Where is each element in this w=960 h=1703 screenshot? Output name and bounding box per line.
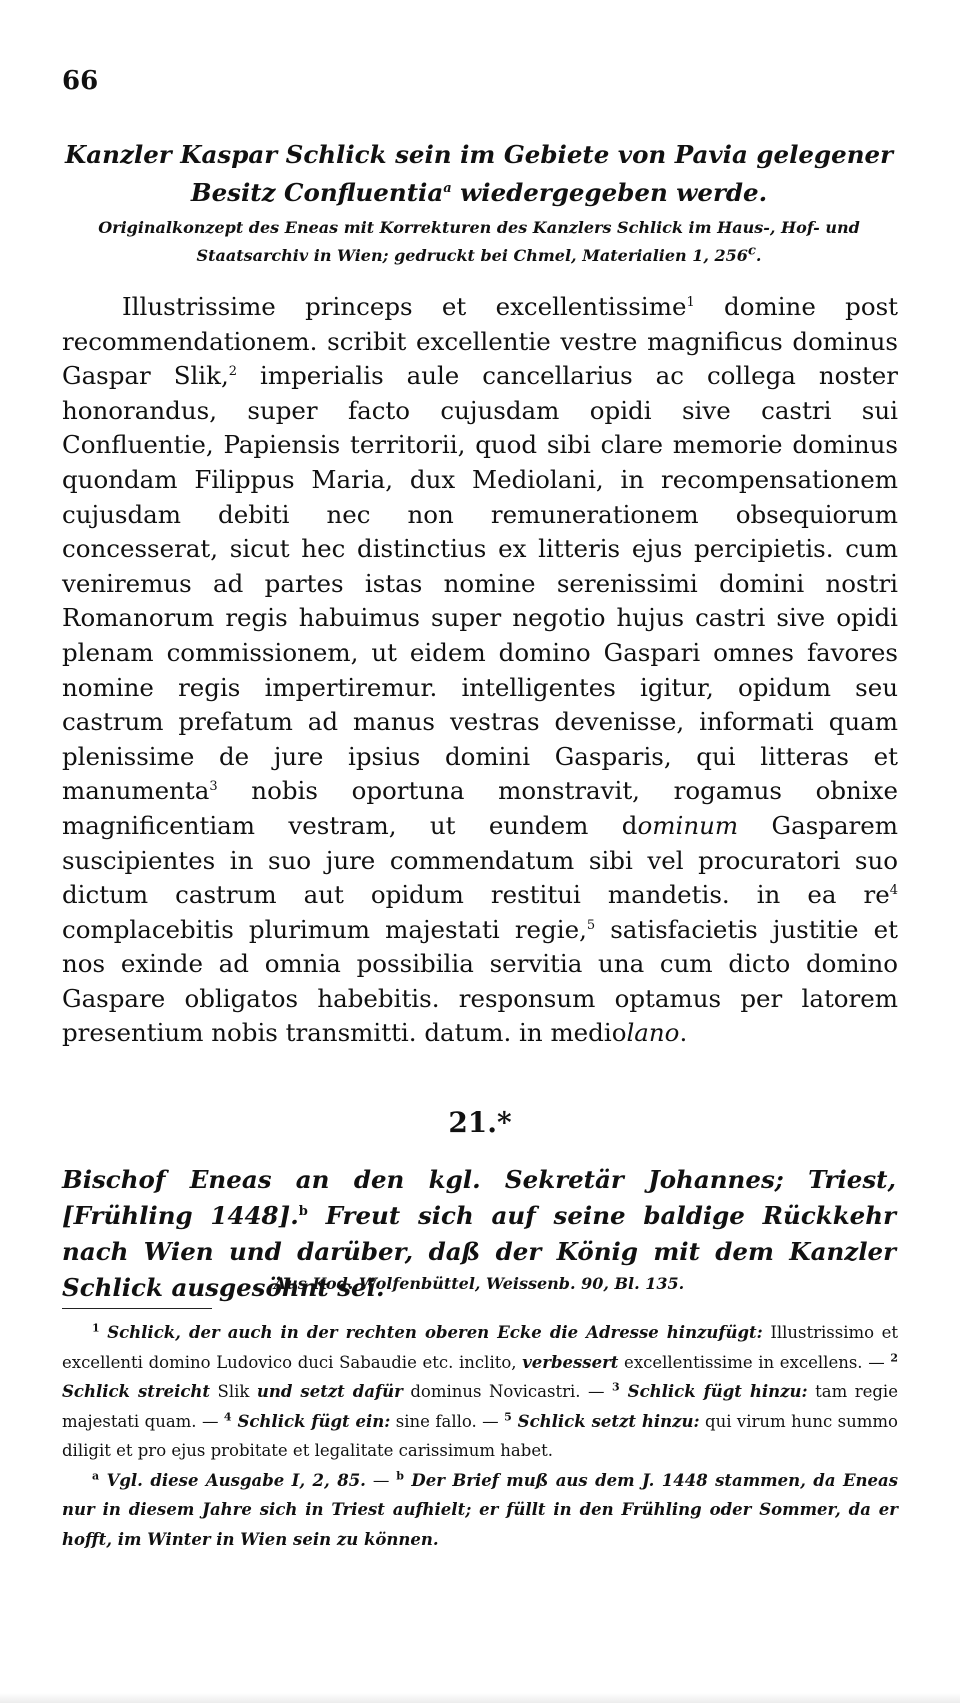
footnote-block-numeric bbox=[62, 1318, 898, 1466]
body-segment: satisfacietis justitie et nos exinde ad omnia possibilia servitia una cum dicto domino Gaspare obligatos habebitis. responsum optamus per latorem presentium nobis transmitti. datum. in medio bbox=[62, 914, 898, 1048]
letter-body bbox=[62, 290, 898, 1051]
footnote-number: 5 bbox=[504, 1410, 512, 1423]
footnote-italic: Schlick streicht bbox=[62, 1382, 211, 1401]
footnote-separator: — bbox=[365, 1470, 397, 1490]
body-italic-segment: lano bbox=[626, 1018, 680, 1048]
footnotes bbox=[62, 1318, 898, 1554]
document-number: 21.* bbox=[448, 1106, 512, 1139]
footnote-text: dominus Novicastri. — bbox=[402, 1382, 613, 1401]
footnote-number: 3 bbox=[612, 1380, 620, 1394]
footnote-italic: Schlick, der auch in der rechten oberen Ecke die Adresse hinzufügt: bbox=[107, 1323, 763, 1342]
body-segment: Illustrissime princeps et excellentissime bbox=[122, 292, 687, 321]
body-segment: domine post recommendationem. scribit excellentie vestre magnificus dominus Gaspar Slik, bbox=[62, 292, 898, 391]
heading2-text-end: Freut sich auf seine baldige Rückkehr nach Wien und darüber, daß der König mit dem Kanzler Schlick ausgesöhnt sei. bbox=[62, 1201, 896, 1302]
footnote-text: tam regie majestati quam. — bbox=[62, 1382, 898, 1431]
heading-footnote-marker: a bbox=[443, 180, 452, 196]
footnote-italic: Schlick setzt hinzu: bbox=[511, 1411, 700, 1431]
footnote-block-alpha bbox=[62, 1466, 898, 1555]
page-bottom-edge bbox=[0, 1693, 960, 1703]
footnote-number: 4 bbox=[223, 1410, 232, 1423]
footnote-text: sine fallo. — bbox=[390, 1411, 505, 1431]
source-text-end: . bbox=[755, 246, 762, 265]
footnote-italic: verbessert bbox=[522, 1352, 619, 1372]
heading-text: Kanzler Kaspar Schlick sein im Gebiete von Pavia gelegener Besitz Confluentia bbox=[65, 140, 893, 207]
heading-text-end: wiedergegeben werde. bbox=[451, 178, 768, 207]
footnote-text: excellentissime in excellens. — bbox=[618, 1352, 891, 1372]
body-segment: imperialis aule cancellarius ac collega noster honorandus, super facto cujusdam opidi sive castri sui Confluentie, Papiensis territorii, quod sibi clare memorie dominus quondam Filippus Maria, dux Mediolani, in recompensationem cujusdam debiti nec non remunerationem obsequiorum concesserat, sicut hec distinctius ex litteris ejus percipietis. cum veniremus ad partes istas nomine serenissimi domini nostri Romanorum regis habuimus super negotio hujus castri sive opidi plenam commissionem, ut eidem domino Gaspari omnes favores nomine regis impertiremur. intelligentes igitur, opidum seu castrum prefatum ad manus vestras devenisse, informati quam plenissime de jure ipsius domini Gasparis, qui litteras et manumenta bbox=[62, 361, 898, 806]
heading2-footnote-marker: b bbox=[298, 1203, 308, 1219]
source-text: Originalkonzept des Eneas mit Korrekturen des Kanzlers Schlick im Haus-, Hof- und Staatsarchiv in Wien; gedruckt bei Chmel, Materialien 1, 256 bbox=[98, 218, 860, 265]
document-heading bbox=[62, 136, 896, 212]
footnote-text: Slik bbox=[210, 1382, 257, 1401]
source-note bbox=[62, 214, 896, 270]
footnote-italic: und setzt dafür bbox=[256, 1382, 403, 1401]
footnote-ref-3: 3 bbox=[209, 779, 218, 795]
footnote-italic: Der Brief muß aus dem J. 1448 stammen, da Eneas nur in diesem Jahre sich in Triest aufhielt; er füllt in den Frühling oder Sommer, da er hofft, im Winter in Wien sein zu können. bbox=[62, 1470, 899, 1549]
footnote-ref-1: 1 bbox=[686, 294, 695, 310]
footnote-text: qui virum hunc summo diligit et pro ejus probitate et legalitate carissimum habet. bbox=[62, 1411, 898, 1460]
footnote-italic: Vgl. diese Ausgabe I, 2, 85. bbox=[99, 1470, 366, 1490]
footnote-letter: b bbox=[396, 1469, 404, 1482]
footnote-ref-4: 4 bbox=[889, 882, 898, 898]
source-footnote-marker: c bbox=[747, 243, 756, 259]
footnote-ref-5: 5 bbox=[586, 917, 596, 933]
footnote-rule bbox=[62, 1308, 212, 1309]
source-note-2: Aus Kod. Wolfenbüttel, Weissenb. 90, Bl. 135. bbox=[273, 1274, 685, 1293]
letter-paragraph bbox=[62, 290, 898, 1051]
footnote-letter: a bbox=[92, 1469, 100, 1482]
body-segment: Gasparem suscipientes in suo jure commendatum sibi vel procuratori suo dictum castrum aut opidum restitui mandetis. in ea re bbox=[62, 810, 898, 910]
page-number: 66 bbox=[62, 66, 99, 96]
body-segment: nobis oportuna monstravit, rogamus obnixe magnificentiam vestram, ut eundem d bbox=[62, 776, 898, 840]
body-italic-segment: ominum bbox=[637, 810, 739, 840]
heading2-text: Bischof Eneas an den kgl. Sekretär Johannes; Triest, [Frühling 1448]. bbox=[62, 1165, 896, 1230]
footnote-ref-2: 2 bbox=[228, 364, 238, 380]
body-segment: . bbox=[679, 1018, 688, 1048]
footnote-text: Illustrissimo et excellenti domino Ludovico duci Sabaudie etc. inclito, bbox=[62, 1323, 899, 1372]
footnote-italic: Schlick fügt hinzu: bbox=[619, 1382, 808, 1401]
footnote-number: 1 bbox=[92, 1321, 100, 1335]
footnote-number: 2 bbox=[890, 1351, 899, 1364]
body-segment: complacebitis plurimum majestati regie, bbox=[62, 914, 587, 944]
footnote-italic: Schlick fügt ein: bbox=[231, 1411, 391, 1431]
